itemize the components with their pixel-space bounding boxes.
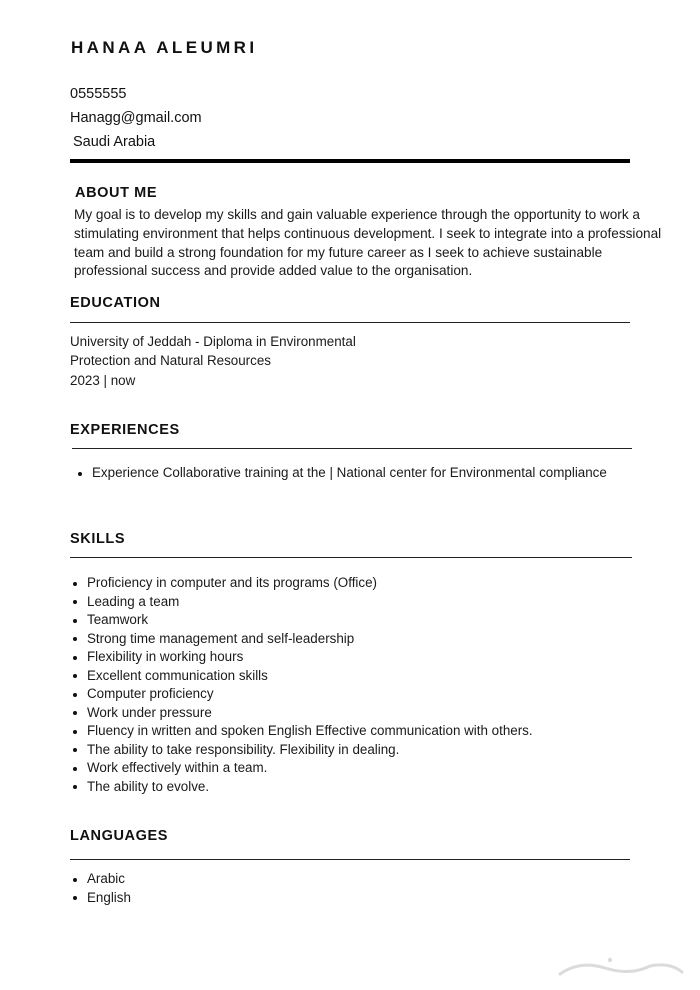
email-address: Hanagg@gmail.com: [70, 110, 202, 126]
experiences-divider: [72, 448, 632, 449]
list-item: Excellent communication skills: [70, 667, 670, 686]
list-item: Work under pressure: [70, 704, 670, 723]
education-divider: [70, 322, 630, 323]
list-item: English: [70, 889, 470, 908]
list-item: Computer proficiency: [70, 685, 670, 704]
about-heading: ABOUT ME: [75, 185, 158, 201]
skills-list: [70, 574, 670, 796]
list-item: Fluency in written and spoken English Effective communication with others.: [70, 722, 670, 741]
list-item: Arabic: [70, 870, 470, 889]
list-item: Teamwork: [70, 611, 670, 630]
education-details: [70, 332, 356, 390]
languages-divider: [70, 859, 630, 860]
resume-name: HANAA ALEUMRI: [71, 38, 258, 57]
location: Saudi Arabia: [73, 134, 156, 150]
education-line: 2023 | now: [70, 372, 136, 388]
languages-list: [70, 870, 470, 907]
about-text: My goal is to develop my skills and gain valuable experience through the opportunity to work a stimulating environment that helps continuous development. I seek to integrate into a professional team and build a strong foundation for my future career as I seek to achieve sustainable professional success and provide added value to the organisation.: [74, 207, 662, 279]
skills-divider: [70, 557, 632, 558]
education-line: University of Jeddah - Diploma in Environmental: [70, 334, 356, 349]
header-divider: [70, 159, 630, 163]
list-item: Strong time management and self-leadership: [70, 630, 670, 649]
phone-number: 0555555: [70, 86, 127, 102]
list-item: Proficiency in computer and its programs (Office): [70, 574, 670, 593]
list-item: The ability to evolve.: [70, 778, 670, 797]
list-item: Work effectively within a team.: [70, 759, 670, 778]
experiences-list: [75, 464, 675, 483]
education-line: Protection and Natural Resources: [70, 353, 271, 369]
list-item: Leading a team: [70, 593, 670, 612]
list-item: The ability to take responsibility. Flexibility in dealing.: [70, 741, 670, 760]
haraj-watermark-logo: [550, 952, 690, 982]
education-heading: EDUCATION: [70, 295, 161, 311]
languages-heading: LANGUAGES: [70, 828, 169, 844]
experiences-heading: EXPERIENCES: [70, 422, 180, 438]
skills-heading: SKILLS: [70, 531, 126, 547]
list-item: Flexibility in working hours: [70, 648, 670, 667]
list-item: Experience Collaborative training at the | National center for Environmental compliance: [75, 464, 675, 483]
